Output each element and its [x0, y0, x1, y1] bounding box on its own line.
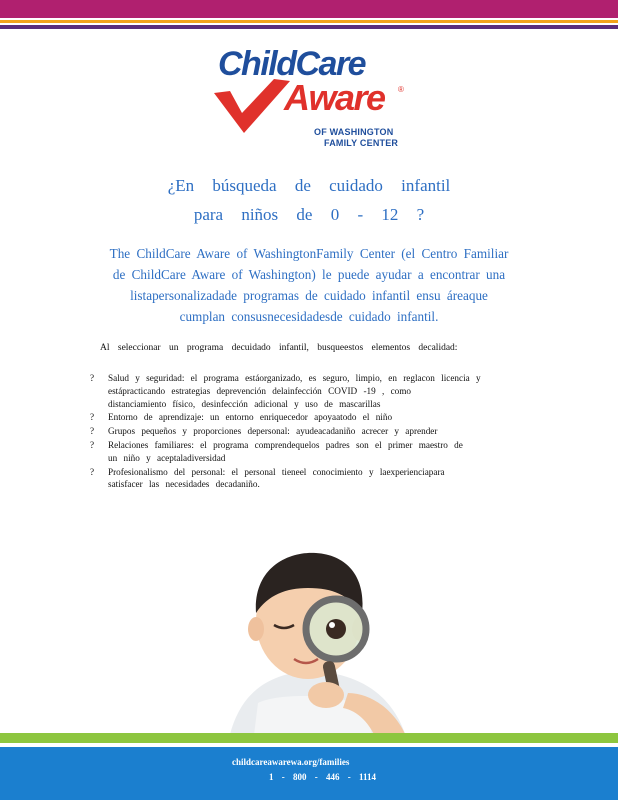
footer-phone-number[interactable]: 1 - 800 - 446 - 1114 [269, 772, 376, 782]
criteria-item-family-relations [90, 439, 540, 465]
criteria-text-line: estápracticando estrategias deprevención delainfección COVID -19 , como [108, 385, 412, 396]
bullet-mark: ? [90, 466, 95, 477]
criteria-text-line: Relaciones familiares: el programa comprendequelos padres son el primer maestro de [108, 439, 463, 450]
lead-sentence: Al seleccionar un programa decuidado infantil, busqueestos elementos decalidad: [100, 343, 458, 353]
bottom-green-stripe [0, 733, 618, 743]
quality-criteria-list [90, 372, 540, 492]
criteria-text-line: satisfacer las necesidades decadaniño. [108, 479, 260, 490]
logo-aware-text: Aware [284, 77, 385, 118]
intro-line: The ChildCare Aware of WashingtonFamily Center (el Centro Familiar [109, 246, 509, 261]
criteria-text-line: Entorno de aprendizaje: un entorno enriquecedor apoyaatodo el niño [108, 412, 393, 423]
criteria-text-line: Grupos pequeños y proporciones depersonal: ayudeacadaniño acrecer y aprender [108, 426, 438, 437]
logo-childcare-text: ChildCare [218, 45, 366, 83]
intro-line: listapersonalizadade programas de cuidado infantil ensu áreaque [130, 288, 488, 303]
criteria-text-line: Profesionalismo del personal: el personal tieneel conocimiento y laexperienciapara [108, 466, 445, 477]
top-magenta-band [0, 0, 618, 18]
intro-line: de ChildCare Aware of Washington) le puede ayudar a encontrar una [112, 267, 506, 282]
intro-line: cumplan consusnecesidadesde cuidado infantil. [179, 309, 439, 324]
bullet-mark: ? [90, 412, 95, 423]
criteria-item-learning-environment [90, 411, 540, 424]
check-mark-icon [212, 79, 292, 135]
top-purple-stripe [0, 25, 618, 29]
logo-subtitle-family-center: FAMILY CENTER [324, 138, 399, 148]
headline-line-2: para niños de 0 - 12 ? [193, 205, 425, 224]
criteria-text-line: Salud y seguridad: el programa estáorganizado, es seguro, limpio, en reglacon licencia y [108, 373, 481, 383]
intro-paragraph [74, 243, 544, 327]
childcare-aware-logo [212, 43, 412, 153]
child-with-magnifying-glass-photo [198, 543, 424, 743]
criteria-item-health-safety [90, 372, 540, 410]
criteria-item-staff-professionalism [90, 466, 540, 492]
registered-mark: ® [398, 85, 404, 94]
bullet-mark: ? [90, 373, 95, 383]
headline-line-1: ¿En búsqueda de cuidado infantil [167, 176, 451, 195]
top-orange-stripe [0, 20, 618, 23]
footer-website-link[interactable]: childcareawarewa.org/families [232, 757, 350, 767]
criteria-item-small-groups [90, 425, 540, 438]
criteria-text-line: un niño y aceptaladiversidad [108, 452, 226, 463]
bullet-mark: ? [90, 439, 95, 450]
bullet-mark: ? [90, 426, 95, 437]
logo-subtitle-washington: OF WASHINGTON [314, 127, 394, 137]
criteria-text-line: distanciamiento físico, desinfección adicional y uso de mascarillas [108, 398, 381, 409]
